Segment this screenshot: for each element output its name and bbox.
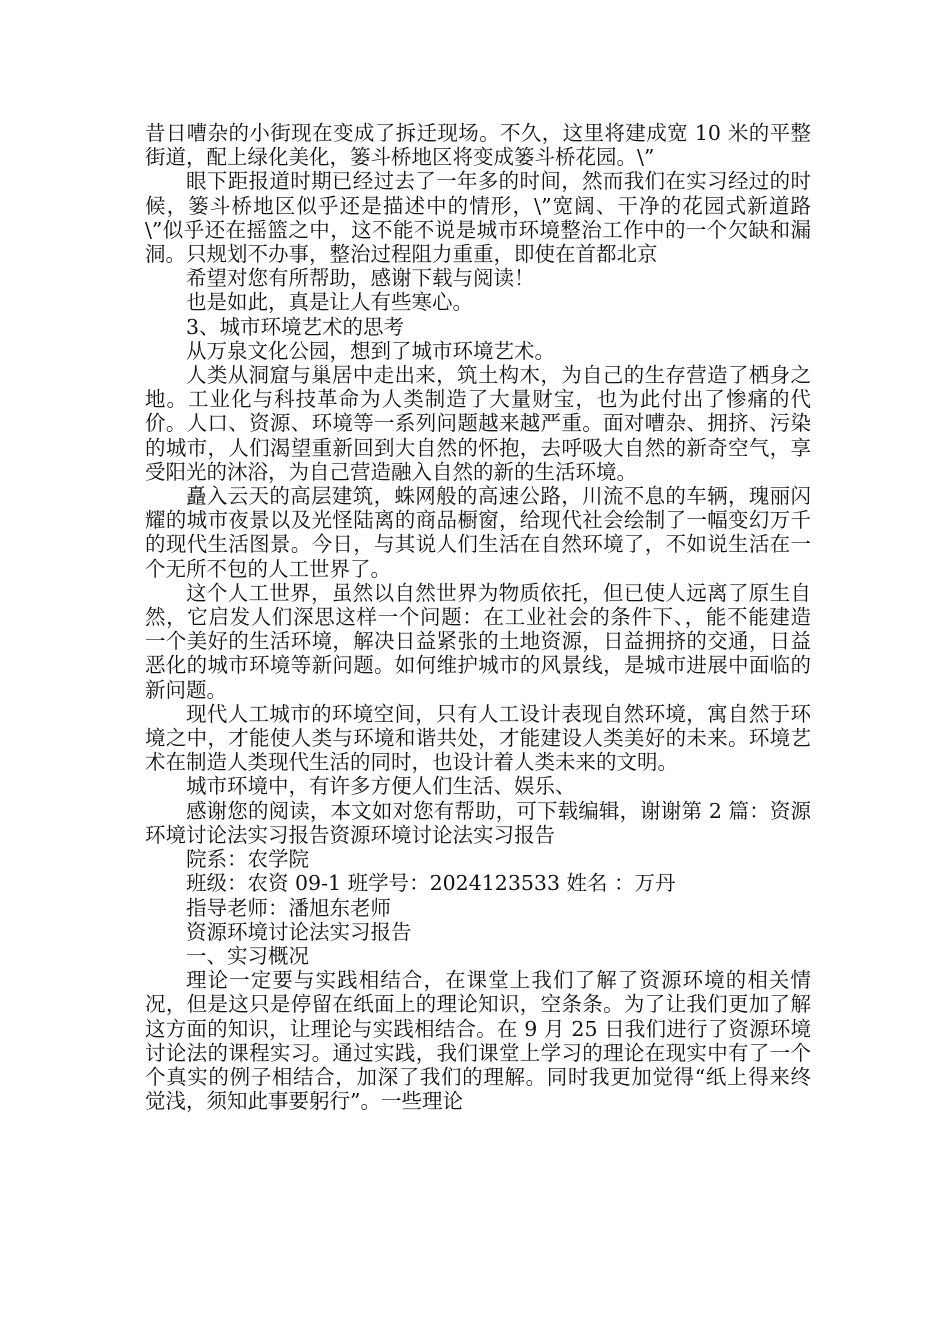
section-heading-overview: 一、实习概况: [186, 943, 309, 968]
paragraph-report-period: 眼下距报道时期已经过去了一年多的时间，然而我们在实习经过的时候，篓斗桥地区似乎还是描述中的情形，\”宽阔、干净的花园式新道路\”似乎还在摇篮之中，这不能不说是城市环境整治工作中的一个欠缺和漏洞。只规划不办事，整治过程阻力重重，即使在首都北京: [145, 169, 811, 267]
section-heading-urban-art: 3、城市环境艺术的思考: [186, 314, 405, 339]
paragraph-wanquan-park: 从万泉文化公园，想到了城市环境艺术。: [186, 338, 555, 363]
paragraph-artificial-world: 这个人工世界，虽然以自然世界为物质依托，但已使人远离了原生自然，它启发人们深思这样一个问题：在工业社会的条件下、，能不能建造一个美好的生活环境，解决日益紧张的土地资源，日益拥挤的交通，日益恶化的城市环境等新问题。如何维护城市的风景线，是城市进展中面临的新问题。: [145, 580, 811, 702]
paragraph-street-demolition: 昔日嘈杂的小街现在变成了拆迁现场。不久，这里将建成宽 10 米的平整街道，配上绿化美化，篓斗桥地区将变成篓斗桥花园。\”: [145, 121, 811, 170]
advisor-line: 指导老师：潘旭东老师: [186, 895, 391, 920]
paragraph-urban-convenience: 城市环境中，有许多方便人们生活、娱乐、: [186, 774, 576, 799]
department-line: 院系：农学院: [186, 847, 309, 872]
paragraph-thanks-download: 希望对您有所帮助，感谢下载与阅读！: [186, 266, 535, 291]
report-title: 资源环境讨论法实习报告: [186, 919, 412, 944]
class-student-line: 班级：农资 09-1 班学号：2024123533 姓名 ：万丹: [186, 871, 676, 896]
paragraph-theory-practice: 理论一定要与实践相结合，在课堂上我们了解了资源环境的相关情况，但是这只是停留在纸面上的理论知识，空条条。为了让我们更加了解这方面的知识，让理论与实践相结合。在 9 月 25 日我们进行了资源环境讨论法的课程实习。通过实践，我们课堂上学习的理论在现实中有了一个个真实的例子相结合，加深了我们的理解。同时我更加觉得“纸上得来终觉浅，须知此事要躬行”。一些理论: [145, 968, 811, 1114]
paragraph-modern-city-space: 现代人工城市的环境空间，只有人工设计表现自然环境，寓自然于环境之中，才能使人类与环境和谐共处，才能建设人类美好的未来。环境艺术在制造人类现代生活的同时，也设计着人类未来的文明。: [145, 701, 811, 775]
paragraph-human-history: 人类从洞窟与巢居中走出来，筑土构木，为自己的生存营造了栖身之地。工业化与科技革命为人类制造了大量财宝，也为此付出了惨痛的代价。人口、资源、环境等一系列问题越来越严重。面对嘈杂、拥挤、污染的城市，人们渴望重新回到大自然的怀抱，去呼吸大自然的新奇空气，享受阳光的沐浴，为自己营造融入自然的新的生活环境。: [145, 363, 811, 484]
paragraph-thanks-part2: 感谢您的阅读，本文如对您有帮助，可下载编辑，谢谢第 2 篇：资源环境讨论法实习报告资源环境讨论法实习报告: [145, 798, 811, 847]
paragraph-chilling: 也是如此，真是让人有些寒心。: [186, 290, 473, 315]
document-page: [145, 121, 811, 1113]
paragraph-high-rise: 矗入云天的高层建筑，蛛网般的高速公路，川流不息的车辆，瑰丽闪耀的城市夜景以及光怪陆离的商品橱窗，给现代社会绘制了一幅变幻万千的现代生活图景。今日，与其说人们生活在自然环境了，不如说生活在一个无所不包的人工世界了。: [145, 484, 811, 581]
